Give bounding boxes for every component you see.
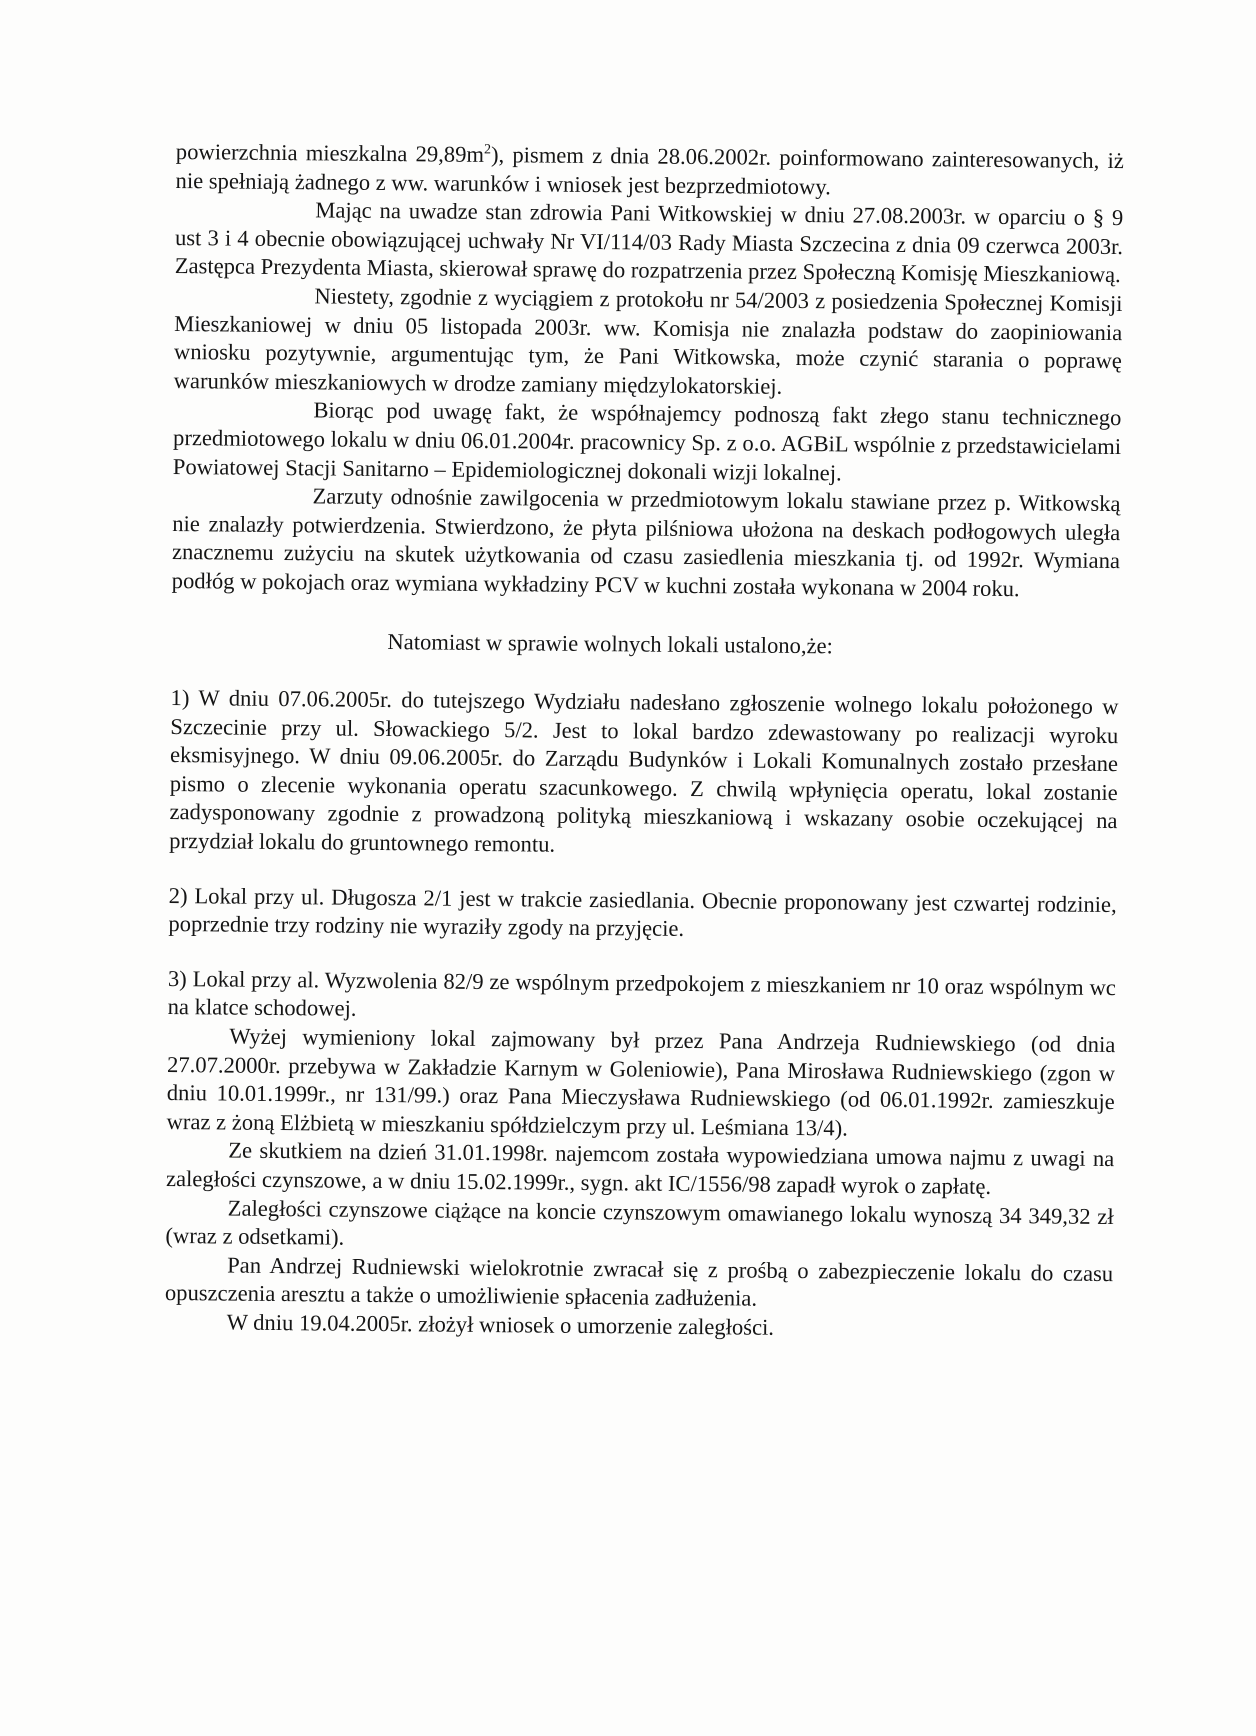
paragraph-technical-inspection: Biorąc pod uwagę fakt, że współnajemcy podnoszą fakt złego stanu technicznego przedmiotowego lokalu w dniu 06.01.2004r. pracownicy Sp. z o.o. AGBiL wspólnie z przedstawicielami Powiatowej Stacji Sanitarno – Epidemiologicznej dokonali wizji lokalnej. [172,397,1122,485]
paragraph-dampness-claims: Zarzuty odnośnie zawilgocenia w przedmiotowym lokalu stawiane przez p. Witkowską nie znalazły potwierdzenia. Stwierdzono, że płyta pilśniowa ułożona na deskach podłogowych uległa znacznemu zużyciu na skutek użytkowania od czasu zasiedlenia mieszkania tj. od 1992r. Wymiana podłóg w pokojach oraz wymiana wykładziny PCV w kuchni została wykonana w 2004 roku. [171,483,1121,602]
paragraph-former-occupants: Wyżej wymieniony lokal zajmowany był przez Pana Andrzeja Rudniewskiego (od dnia 27.07.2000r. przebywa w Zakładzie Karnym w Goleniowie), Pana Mirosława Rudniewskiego (zgon w dniu 10.01.1999r., nr 131/99.) oraz Pana Mieczysława Rudniewskiego (od 06.01.1992r. zamieszkuje wraz z żoną Elżbietą w mieszkaniu spółdzielczym przy ul. Leśmiana 13/4). [166,1023,1116,1141]
list-item-slowackiego: 1) W dniu 07.06.2005r. do tutejszego Wydziału nadesłano zgłoszenie wolnego lokalu położonego w Szczecinie przy ul. Słowackiego 5/2. Jest to lokal bardzo zdewastowany po realizacji wyroku eksmisyjnego. W dniu 09.06.2005r. do Zarządu Budynków i Lokali Komunalnych zostało przesłane pismo o zlecenie wykonania operatu szacunkowego. Z chwilą wpłynięcia operatu, lokal zostanie zadysponowany zgodnie z prowadzoną polityką mieszkaniową i wskazany osobie oczekującej na przydział lokalu do gruntownego remontu. [169,685,1119,857]
superscript: 2 [483,142,492,158]
paragraph-requests: Pan Andrzej Rudniewski wielokrotnie zwracał się z prośbą o zabezpieczenie lokalu do czasu opuszczenia aresztu a także o umożliwienie spłacenia zadłużenia. [164,1252,1114,1312]
paragraph-lease-termination: Ze skutkiem na dzień 31.01.1998r. najemcom została wypowiedziana umowa najmu z uwagi na zaległości czynszowe, a w dniu 15.02.1999r., sygn. akt IC/1556/98 zapadł wyrok o zapłatę. [165,1137,1115,1199]
paragraph-text: ), pismem z dnia 28.06.2002r. poinformowano zainteresowanych, iż nie spełniają żadnego z ww. warunków i wniosek jest bezprzedmiotowy. [175,142,1124,199]
paragraph-text: powierzchnia mieszkalna 29,89m [175,138,485,167]
list-item-wyzwolenia: 3) Lokal przy al. Wyzwolenia 82/9 ze wspólnym przedpokojem z mieszkaniem nr 10 oraz wspólnym wc na klatce schodowej. [167,965,1117,1022]
paragraph-arrears: Zaległości czynszowe ciążące na koncie czynszowym omawianego lokalu wynoszą 34 349,32 zł (wraz z odsetkami). [165,1195,1114,1250]
paragraph-health-referral: Mając na uwadze stan zdrowia Pani Witkowskiej w dniu 27.08.2003r. w oparciu o § 9 ust 3 i 4 obecnie obowiązującej uchwały Nr VI/114/03 Rady Miasta Szczecina z dnia 09 czerwca 2003r. Zastępca Prezydenta Miasta, skierował sprawę do rozpatrzenia przez Społeczną Komisję Mieszkaniową. [174,197,1124,288]
document-body [164,138,1123,1346]
paragraph-remission-request: W dniu 19.04.2005r. złożył wniosek o umorzenie zaległości. [226,1309,775,1340]
paragraph-commission-opinion: Niestety, zgodnie z wyciągiem z protokołu nr 54/2003 z posiedzenia Społecznej Komisji Mieszkaniowej w dniu 05 listopada 2003r. ww. Komisja nie znalazła podstaw do zaopiniowania wniosku pozytywnie, argumentując tym, że Pani Witkowska, może czynić starania o poprawę warunków mieszkaniowych w drodze zamiany międzylokatorskiej. [173,283,1123,399]
list-item-dlugosza: 2) Lokal przy ul. Długosza 2/1 jest w trakcie zasiedlania. Obecnie proponowany jest czwartej rodzinie, poprzednie trzy rodziny nie wyraziły zgody na przyjęcie. [168,882,1117,942]
section-heading-vacant-units: Natomiast w sprawie wolnych lokali ustalono,że: [387,628,834,658]
paragraph-living-area [175,138,1124,204]
